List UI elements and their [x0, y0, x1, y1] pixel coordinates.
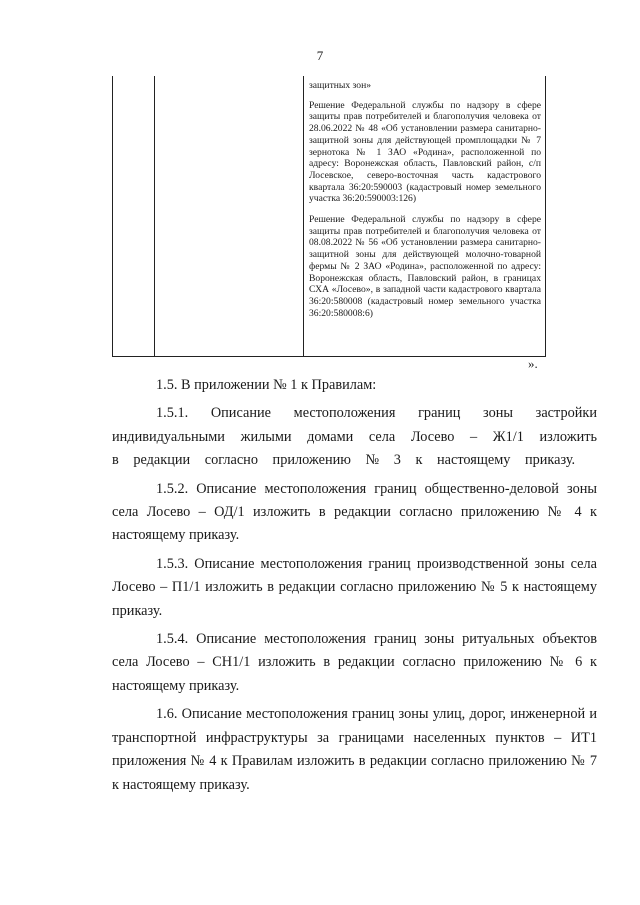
closing-quote: ». [528, 356, 538, 371]
document-body [112, 374, 597, 802]
paragraph-1-5-3: 1.5.3. Описание местоположения границ производственной зоны села Лосево – П1/1 изложить в редакции согласно приложению № 5 к настоящему приказу. [112, 555, 597, 619]
paragraph-1-5-1: 1.5.1. Описание местоположения границ зоны застройки индивидуальными жилыми домами села Лосево – Ж1/1 изложить в редакции согласно приложению № 3 к настоящему приказу. [112, 405, 597, 469]
decision-item: Решение Федеральной службы по надзору в сфере защиты прав потребителей и благополучия человека от 08.08.2022 № 56 «Об установлении размера санитарно-защитной зоны для действующей молочно-товарной фермы № 2 ЗАО «Родина», расположенной по адресу: Воронежская область, Павловский район, в границах СХА «Лосево», в западной части кадастрового квартала 36:20:580008 (кадастровый номер земельного участка 36:20:580008:6) [309, 214, 541, 319]
decision-item: Решение Федеральной службы по надзору в сфере защиты прав потребителей и благополучия человека от 28.06.2022 № 48 «Об установлении размера санитарно-защитной зоны для действующей промплощадки № 7 зернотока № 1 ЗАО «Родина», расположенной по адресу: Воронежская область, Павловский район, с/п Лосевское, северо-восточная часть кадастрового квартала 36:20:590003 (кадастровый номер земельного участка 36:20:590003:126) [309, 99, 541, 205]
paragraph-1-5-4: 1.5.4. Описание местоположения границ зоны ритуальных объектов села Лосево – СН1/1 изложить в редакции согласно приложению № 6 к настоящему приказу. [112, 631, 597, 694]
table-cell-fragment: защитных зон» [309, 80, 371, 91]
table-column-divider [303, 76, 304, 356]
paragraph-1-5-2: 1.5.2. Описание местоположения границ общественно-деловой зоны села Лосево – ОД/1 изложить в редакции согласно приложению № 4 к настоящему приказу. [112, 480, 597, 544]
zones-table [112, 76, 546, 357]
page-number: 7 [316, 48, 324, 63]
paragraph-1-6: 1.6. Описание местоположения границ зоны улиц, дорог, инженерной и транспортной инфраструктуры за границами населенных пунктов – ИТ1 приложения № 4 к Правилам изложить в редакции согласно приложению № 7 к настоящему приказу. [112, 706, 597, 793]
table-column-divider [154, 76, 155, 356]
paragraph-1-5: 1.5. В приложении № 1 к Правилам: [156, 377, 377, 393]
table-cell-decisions [309, 80, 541, 328]
